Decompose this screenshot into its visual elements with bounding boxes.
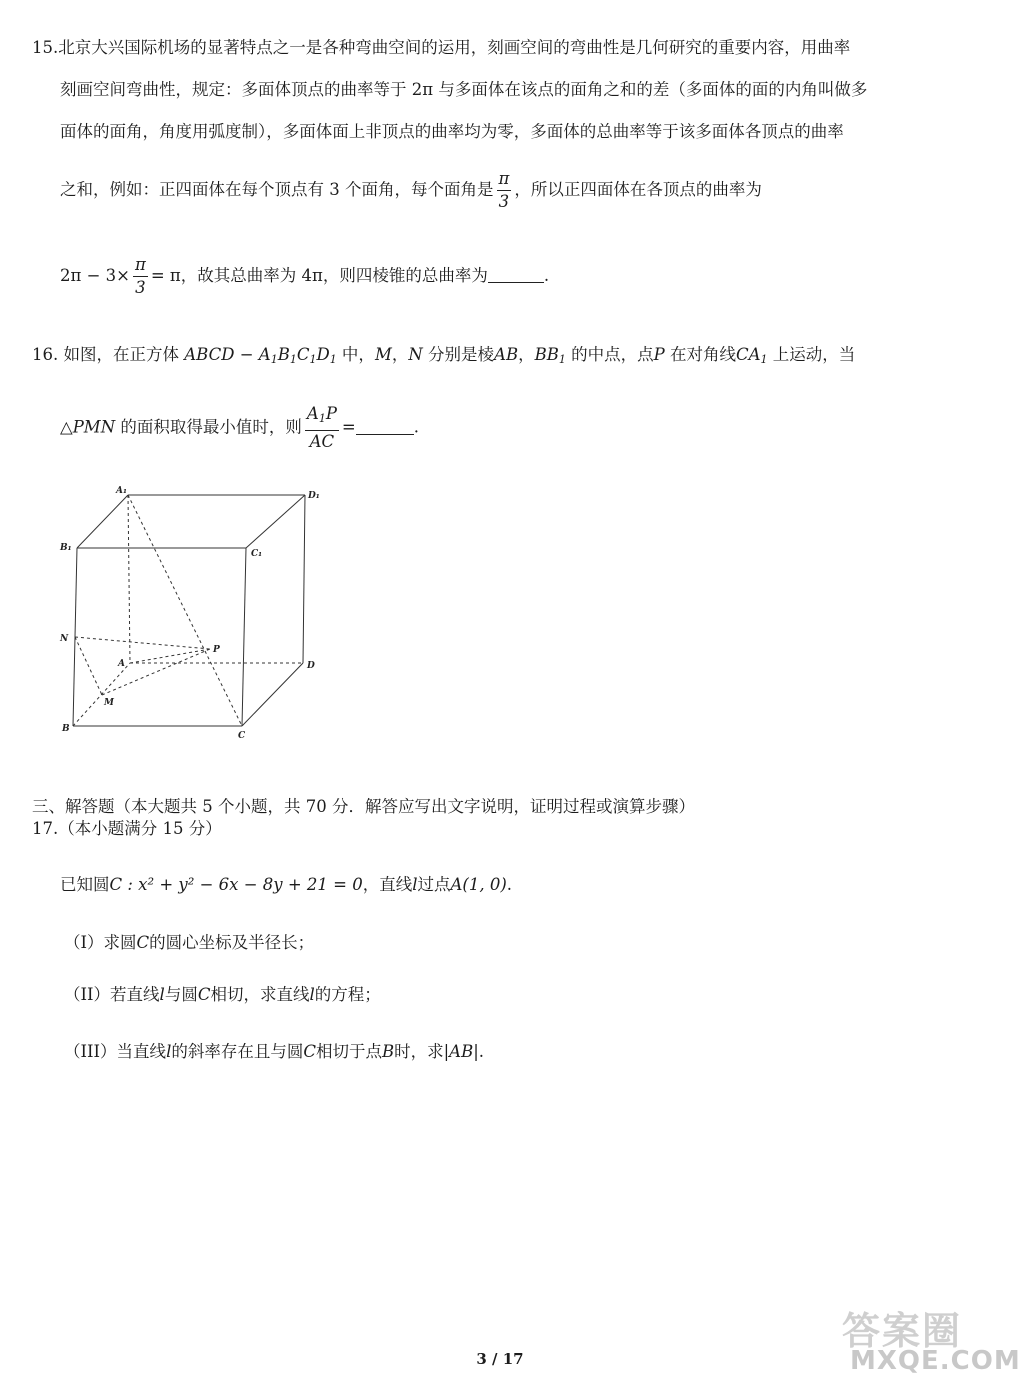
fraction-denominator: 3 [498,192,510,211]
line-l: l [159,985,165,1004]
q17-text: 与圆 [164,985,198,1004]
page-number: 3 / 17 [476,1350,524,1368]
q16-text: 的面积取得最小值时，则 [115,417,302,437]
cube-name-part: ABCD − A [184,345,271,364]
subscript: 1 [558,353,566,366]
fraction-numerator [305,405,339,431]
subscript: 1 [289,353,297,366]
q17-text: 的圆心坐标及半径长； [149,933,315,952]
label-b: B [62,724,70,734]
subscript: 1 [329,353,337,366]
subscript: 1 [270,353,278,366]
point-a: A(1, 0) [450,875,507,894]
section3-title: 三、解答题（本大题共 5 个小题，共 70 分．解答应写出文字说明，证明过程或演算步骤） [32,797,695,816]
q17-text: 的斜率存在且与圆 [171,1042,304,1061]
ratio-fraction [305,405,339,451]
q17-part1 [64,933,314,953]
q15-line5-pre: 2π − 3× [60,266,130,285]
q17-text: 时，求 [394,1042,444,1061]
q16-text: ， [518,345,535,364]
q17-text: （I）求圆 [64,933,137,952]
triangle-symbol: △ [60,417,73,437]
line-l: l [166,1042,172,1061]
q15-line4-text-post: ，所以正四面体在各顶点的曲率为 [514,180,762,199]
q15-line4 [60,170,762,211]
q17-text: （III）当直线 [64,1042,167,1061]
point-b: B [381,1042,395,1061]
q16-text: 上运动，当 [767,345,856,364]
fraction-numerator: π [497,170,512,191]
q16-text: 16. 如图，在正方体 [32,345,179,364]
edge-name: BB [534,345,559,364]
q15-line4-text: 之和，例如：正四面体在每个顶点有 3 个面角，每个面角是 [60,180,494,199]
edge-ab: AB [494,345,519,364]
q17-text: 过点 [417,875,451,894]
q17-text: . [506,875,513,894]
q16-text: 中， [336,345,375,364]
label-d: D [307,661,315,671]
circle-c: C [303,1042,316,1061]
q16-text: 分别是棱 [422,345,495,364]
q17-text: 相切，求直线 [210,985,310,1004]
label-c: C [238,731,246,741]
q17-text: 相切于点 [315,1042,382,1061]
diagonal-ca1 [736,345,768,364]
q17-text: （II）若直线 [64,985,160,1004]
subscript: 1 [760,353,768,366]
point-n: N [408,345,423,364]
q17-part2 [64,985,381,1005]
q16-text: 在对角线 [664,345,736,364]
pi-over-3-fraction [497,170,512,211]
cube-name-part: C [296,345,310,364]
q15-line5 [60,256,549,297]
q17-text: 已知圆 [60,875,110,894]
fraction-denominator: 3 [135,278,146,297]
label-m: M [104,698,114,708]
q15-line1: 15.北京大兴国际机场的显著特点之一是各种弯曲空间的运用，刻画空间的弯曲性是几何研究的重要内容，用曲率 [32,38,851,57]
subscript: 1 [309,353,317,366]
equals-sign: = [341,417,356,437]
subscript: 1 [318,412,326,425]
edge-bb1 [535,345,566,364]
fraction-denominator: AC [309,432,335,451]
answer-blank-16[interactable] [356,418,414,435]
cube-name-part: D [316,345,330,364]
label-c1: C₁ [251,549,263,559]
q16-line2 [60,405,419,451]
q15-line5-post: = π，故其总曲率为 4π，则四棱锥的总曲率为 [150,266,488,285]
point-m: M [374,345,392,364]
length-ab: |AB| [443,1042,479,1061]
label-n: N [60,634,69,644]
q15-line3: 面体的面角，角度用弧度制），多面体面上非顶点的曲率均为零，多面体的总曲率等于该多面体各顶点的曲率 [60,122,844,141]
point-p: P [653,345,665,364]
line-l: l [412,875,418,894]
circle-c: C [197,985,211,1004]
numerator-part: A [306,404,319,423]
watermark-logo [820,1300,1021,1380]
q15-line2: 刻画空间弯曲性，规定：多面体顶点的曲率等于 2π 与多面体在该点的面角之和的差（多面体的面的内角叫做多 [60,80,868,99]
circle-equation: C : x² + y² − 6x − 8y + 21 = 0 [109,875,363,894]
cube-name [184,345,336,364]
fraction-numerator: π [133,256,148,277]
triangle-pmn: PMN [72,417,116,437]
circle-c: C [136,933,150,952]
diagonal-name: CA [735,345,761,364]
q17-header: 17.（本小题满分 15 分） [32,819,222,838]
q17-part3 [64,1042,484,1062]
q17-given [60,875,512,895]
answer-blank-15[interactable] [488,266,544,283]
q15-line5-end: . [543,266,550,285]
cube-name-part: B [277,345,290,364]
q16-text: ， [391,345,409,364]
cube-figure [50,480,340,745]
q16-line1 [32,345,855,370]
numerator-part: P [325,404,337,423]
watermark-site: MXQE.COM [850,1346,1021,1376]
watermark-title: 答案圈 [842,1309,963,1353]
label-b1: B₁ [60,543,72,553]
label-a: A [118,659,125,669]
line-l: l [309,985,315,1004]
pi-over-3-fraction [133,256,148,297]
q17-text: 的方程； [314,985,381,1004]
label-a1: A₁ [116,486,127,496]
q17-text: ，直线 [362,875,413,894]
q17-text: . [478,1042,485,1061]
q16-end: . [413,417,419,437]
q16-text: 的中点，点 [565,345,654,364]
label-d1: D₁ [308,491,320,501]
label-p: P [213,645,220,655]
